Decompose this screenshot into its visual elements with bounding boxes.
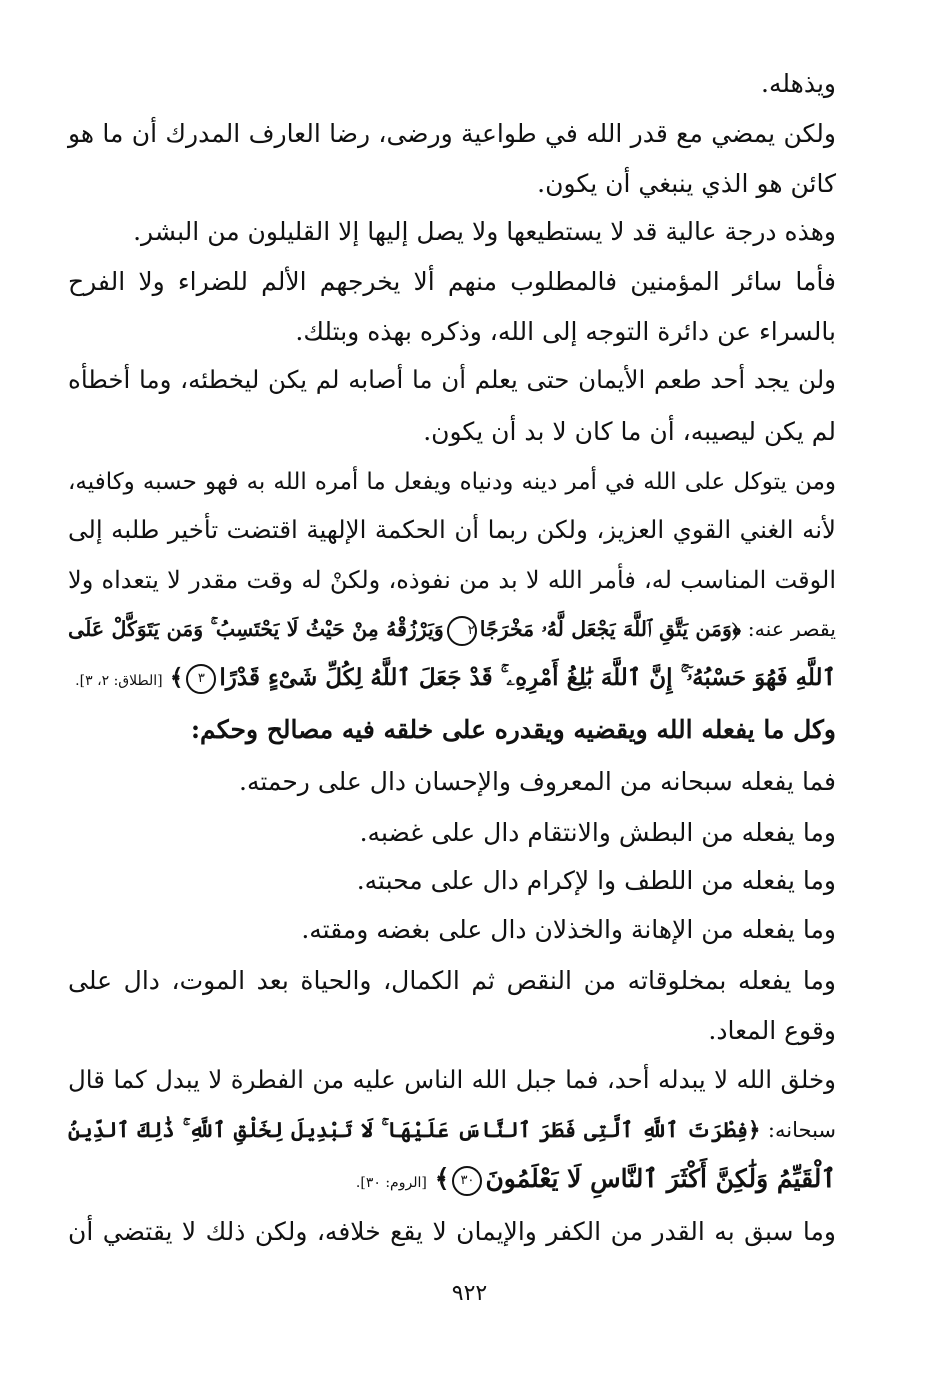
ayah-number-marker: ٢	[447, 616, 477, 646]
text-line-5: فأما سائر المؤمنين فالمطلوب منهم ألا يخرجهم الألم للضراء ولا الفرح	[68, 267, 836, 296]
quran-lead: سبحانه:	[760, 1118, 836, 1142]
text-line-17: وما يفعله من اللطف وا لإكرام دال على محبته.	[356, 866, 836, 895]
text-line-22-quran	[68, 1112, 836, 1148]
quran-verse-text: ٱللَّهِ فَهُوَ حَسْبُهُۥٓ ۚ إِنَّ ٱللَّهَ بَٰلِغُ أَمْرِهِۦ ۚ قَدْ جَعَلَ ٱللَّهُ لِكُلِّ شَىْءٍ قَدْرًا	[219, 664, 836, 691]
text-line-7: ولن يجد أحد طعم الأيمان حتى يعلم أن ما أصابه لم يكن ليخطئه، وما أخطأه	[68, 365, 836, 394]
text-line-23-quran	[68, 1161, 836, 1201]
text-line-18: وما يفعله من الإهانة والخذلان دال على بغضه ومقته.	[301, 915, 836, 944]
ayah-number-marker: ٣٠	[452, 1166, 482, 1196]
text-line-12-quran	[68, 611, 836, 647]
text-line-13-quran	[68, 660, 836, 699]
quran-close-bracket: ﴾	[434, 1164, 450, 1193]
text-line-9: ومن يتوكل على الله في أمر دينه ودنياه ويفعل ما أمره الله به فهو حسبه وكافيه،	[68, 469, 836, 495]
text-line-15: فما يفعله سبحانه من المعروف والإحسان دال على رحمته.	[239, 767, 836, 796]
text-line-21: وخلق الله لا يبدله أحد، فما جبل الله الناس عليه من الفطرة لا يبدل كما قال	[68, 1065, 836, 1094]
text-line-10: لأنه الغني القوي العزيز، ولكن ربما أن الحكمة الإلهية اقتضت تأخير طلبه إلى	[68, 515, 836, 544]
quran-open-bracket: ﴿	[748, 1117, 761, 1142]
quran-verse-text: وَيَرْزُقْهُ مِنْ حَيْثُ لَا يَحْتَسِبُ ۚ وَمَن يَتَوَكَّلْ عَلَى	[68, 617, 444, 641]
text-line-4: وهذه درجة عالية قد لا يستطيعها ولا يصل إليها إلا القليلون من البشر.	[133, 217, 836, 246]
quran-verse-text: فِطْرَتَ ٱللَّهِ ٱلَّتِى فَطَرَ ٱلنَّاسَ عَلَيْهَا ۚ لَا تَبْدِيلَ لِخَلْقِ ٱللَّهِ ۚ ذَٰلِكَ ٱلدِّينُ	[68, 1117, 749, 1142]
text-line-24: وما سبق به القدر من الكفر والإيمان لا يقع خلافه، ولكن ذلك لا يقتضي أن	[68, 1217, 836, 1246]
quran-close-bracket: ﴾	[169, 664, 184, 691]
text-line-11: الوقت المناسب له، فأمر الله لا بد من نفوذه، ولكنْ له وقت مقدر لا يتعداه ولا	[68, 566, 836, 594]
quran-reference: [الطلاق: ٢، ٣].	[75, 673, 163, 689]
ayah-number-marker: ٣	[186, 664, 216, 694]
quran-reference: [الروم: ٣٠].	[355, 1175, 427, 1191]
text-line-19: وما يفعله بمخلوقاته من النقص ثم الكمال، والحياة بعد الموت، دال على	[68, 966, 836, 995]
page-number: ٩٢٢	[451, 1281, 488, 1306]
text-line-20: وقوع المعاد.	[708, 1016, 836, 1045]
text-line-6: بالسراء عن دائرة التوجه إلى الله، وذكره بهذه وبتلك.	[295, 317, 836, 346]
text-line-3: كائن هو الذي ينبغي أن يكون.	[537, 169, 836, 198]
quran-verse-text: ٱلْقَيِّمُ وَلَٰكِنَّ أَكْثَرَ ٱلنَّاسِ لَا يَعْلَمُونَ	[485, 1164, 836, 1193]
text-line-2: ولكن يمضي مع قدر الله في طواعية ورضى، رضا العارف المدرك أن ما هو	[68, 119, 836, 148]
text-line-14-heading: وكل ما يفعله الله ويقضيه ويقدره على خلقه فيه مصالح وحكم:	[190, 715, 836, 744]
quran-lead: يقصر عنه:	[741, 617, 836, 641]
text-line-8: لم يكن ليصيبه، أن ما كان لا بد أن يكون.	[423, 417, 836, 446]
quran-verse-text: وَمَن يَتَّقِ ٱللَّهَ يَجْعَل لَّهُۥ مَخْرَجًا	[479, 617, 732, 641]
quran-open-bracket: ﴿	[731, 617, 742, 641]
text-line-1: ويذهله.	[761, 69, 836, 98]
text-line-16: وما يفعله من البطش والانتقام دال على غضبه.	[359, 818, 836, 847]
